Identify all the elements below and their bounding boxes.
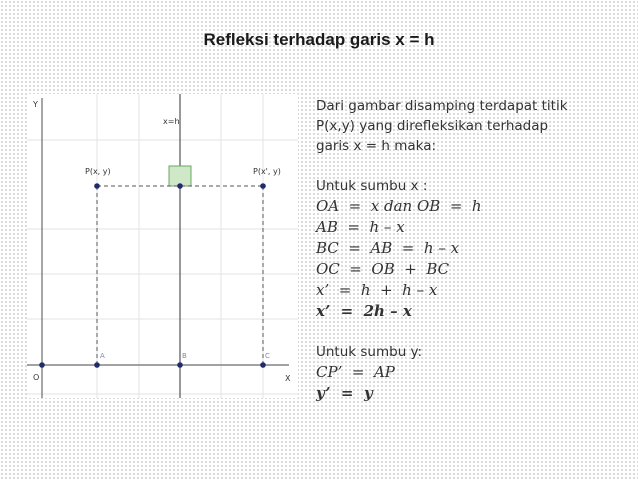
spacer: [316, 322, 626, 342]
equation: BC = AB = h – x: [316, 239, 460, 257]
y-axis-label: Y: [33, 100, 38, 109]
point-p-prime-label: P(x', y): [253, 167, 281, 176]
intro-line: garis x = h maka:: [316, 138, 437, 154]
grid: [27, 94, 298, 398]
intro-line: P(x,y) yang direfleksikan terhadap: [316, 118, 549, 134]
equation: CP’ = AP: [316, 363, 395, 381]
right-angle-marker: [169, 166, 191, 186]
equation: OC = OB + BC: [316, 260, 450, 278]
origin-label: O: [33, 373, 40, 382]
reflection-figure: [27, 94, 298, 398]
point-p-prime: [260, 183, 266, 189]
reflection-diagram: [27, 94, 298, 398]
point-c: [260, 362, 266, 368]
mirror-line-label: x=h: [163, 117, 180, 126]
point-b: [177, 362, 183, 368]
explanation-panel: [316, 96, 626, 404]
equation: OA = x dan OB = h: [316, 197, 482, 215]
point-b-label: B: [182, 352, 187, 360]
equation-result: y’ = y: [316, 384, 373, 402]
equation-result: x’ = 2h – x: [316, 302, 412, 320]
point-c-label: C: [265, 352, 270, 360]
point-p-label: P(x, y): [85, 167, 111, 176]
point-a-label: A: [100, 352, 105, 360]
slide-title: Refleksi terhadap garis x = h: [203, 30, 435, 49]
point-a: [94, 362, 100, 368]
x-axis-label: X: [285, 374, 291, 383]
point-p: [94, 183, 100, 189]
spacer: [316, 156, 626, 176]
intro-line: Dari gambar disamping terdapat titik: [316, 98, 568, 114]
equation: x’ = h + h – x: [316, 281, 438, 299]
y-axis-heading: Untuk sumbu y:: [316, 344, 423, 360]
equation: AB = h – x: [316, 218, 405, 236]
point-mirror: [177, 183, 183, 189]
x-axis-heading: Untuk sumbu x :: [316, 178, 428, 194]
point-o: [39, 362, 45, 368]
